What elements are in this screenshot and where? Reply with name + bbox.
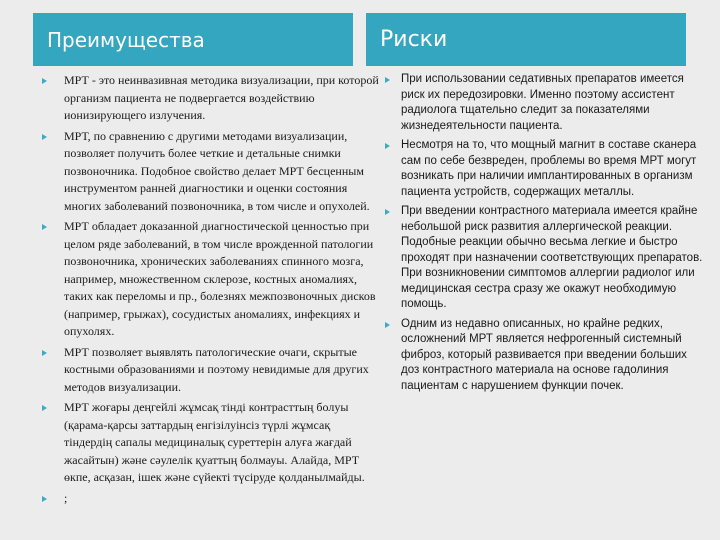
advantages-title: Преимущества <box>47 27 205 52</box>
risks-header <box>366 13 686 66</box>
bullet-arrow-icon <box>42 134 47 140</box>
bullet-arrow-icon <box>42 78 47 84</box>
bullet-arrow-icon <box>385 143 390 149</box>
risk-text: При использовании седативных препаратов имеется риск их передозировки. Именно поэтому ассистент радиолога тщательно следит за показателями жизнедеятельности пациента. <box>401 73 684 132</box>
risk-text: При введении контрастного материала имеется крайне небольшой риск развития аллергической реакции. Подобные реакции обычно весьма легкие и быстро проходят при назначении соответствующих препаратов. При возникновении симптомов аллергии радиолог или медицинская сестра сразу же окажут необходимую помощь. <box>401 205 703 310</box>
advantages-list <box>40 72 380 507</box>
risks-column <box>385 72 705 398</box>
risk-item <box>385 138 705 200</box>
advantage-item <box>40 72 380 125</box>
bullet-arrow-icon <box>42 224 47 230</box>
advantage-text: МРТ обладает доказанной диагностической ценностью при целом ряде заболеваний, в том числе врожденной патологии позвоночника, хронических заболеваниях спинного мозга, например, множественном склерозе, костных аномалиях, таких как переломы и пр., болезнях межпозвоночных дисков (например, грыжах), сосудистых аномалиях, инфекциях и опухолях. <box>64 219 376 338</box>
risks-list <box>385 72 705 394</box>
risk-text: Несмотря на то, что мощный магнит в составе сканера сам по себе безвреден, проблемы во время МРТ могут возникать при наличии имплантированных в организм пациента устройств, содержащих металлы. <box>401 139 697 198</box>
bullet-arrow-icon <box>42 405 47 411</box>
advantage-item <box>40 128 380 216</box>
advantage-item <box>40 490 380 508</box>
bullet-arrow-icon <box>42 350 47 356</box>
advantage-item <box>40 344 380 397</box>
advantage-text: МРТ, по сравнению с другими методами визуализации, позволяет получить более четкие и детальные снимки позвоночника. Подобное свойство делает МРТ бесценным инструментом ранней диагностики и оценки состояния многих заболеваний позвоночника, в том числе и опухолей. <box>64 128 370 213</box>
bullet-arrow-icon <box>385 77 390 83</box>
risk-item <box>385 204 705 313</box>
risks-title: Риски <box>380 27 448 52</box>
bullet-arrow-icon <box>42 496 47 502</box>
risk-item <box>385 317 705 395</box>
advantage-text: МРТ позволяет выявлять патологические очаги, скрытые костными образованиями и поэтому невидимые для других методов визуализации. <box>64 344 369 394</box>
risk-item <box>385 72 705 134</box>
advantages-header <box>33 13 353 66</box>
risk-text: Одним из недавно описанных, но крайне редких, осложнений МРТ является нефрогенный системный фиброз, который развивается при введении больших доз контрастного материала на основе гадолиния пациентам с нарушением функции почек. <box>401 317 687 392</box>
advantage-text: МРТ - это неинвазивная методика визуализации, при которой организм пациента не подвергается воздействию ионизирующего излучения. <box>64 73 379 122</box>
bullet-arrow-icon <box>385 322 390 328</box>
advantage-text: МРТ жоғары деңгейлі жұмсақ тінді контрасттың болуы (қарама-қарсы заттардың енгізілуінсіз түрлі жұмсақ тіндердің сапалы медициналық суреттерін алуға жағдай жасайтын) және сәулелік қуаттың болмауы. Алайда, МРТ өкпе, асқазан, ішек және сүйекті түсіруде қолданылмайды. <box>64 400 365 484</box>
advantage-item <box>40 218 380 341</box>
bullet-arrow-icon <box>385 209 390 215</box>
advantage-text: ; <box>64 490 68 505</box>
advantages-column <box>40 72 380 510</box>
advantage-item <box>40 399 380 487</box>
